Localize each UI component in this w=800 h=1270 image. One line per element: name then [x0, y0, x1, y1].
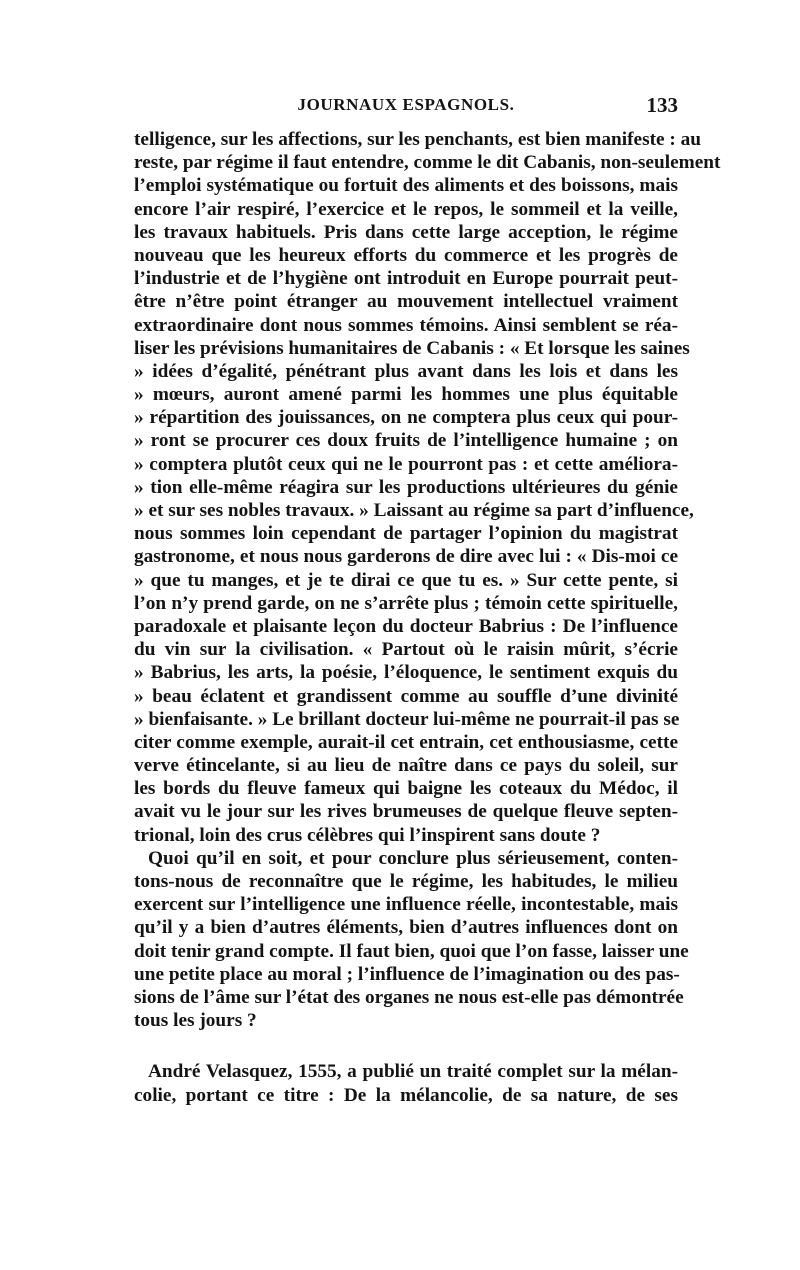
text-line: tons-nous de reconnaître que le régime, les habitudes, le milieu — [134, 871, 678, 892]
text-line: » mœurs, auront amené parmi les hommes une plus équitable — [134, 384, 678, 406]
text-line: les bords du fleuve fameux qui baigne les coteaux du Médoc, il — [134, 778, 678, 800]
text-line: encore l’air respiré, l’exercice et le repos, le sommeil et la veille, — [134, 198, 678, 220]
body-text — [134, 128, 721, 1107]
text-line: » idées d’égalité, pénétrant plus avant dans les lois et dans les — [134, 360, 678, 382]
text-line: liser les prévisions humanitaires de Cabanis : « Et lorsque les saines — [134, 337, 690, 359]
text-line: paradoxale et plaisante leçon du docteur Babrius : De l’influence — [134, 615, 678, 637]
text-line: qu’il y a bien d’autres éléments, bien d’autres influences dont on — [134, 917, 678, 939]
running-head: JOURNAUX ESPAGNOLS. — [297, 95, 515, 114]
text-line: être n’être point étranger au mouvement intellectuel vraiment — [134, 291, 678, 313]
text-line: l’on n’y prend garde, on ne s’arrête plus ; témoin cette spirituelle, — [134, 592, 678, 614]
text-line: citer comme exemple, aurait-il cet entrain, cet enthousiasme, cette — [134, 731, 678, 753]
text-line: » répartition des jouissances, on ne comptera plus ceux qui pour- — [134, 407, 678, 429]
text-line: extraordinaire dont nous sommes témoins. Ainsi semblent se réa- — [134, 314, 678, 336]
text-line: reste, par régime il faut entendre, comme le dit Cabanis, non-seulement — [134, 152, 721, 174]
text-line: » tion elle-même réagira sur les productions ultérieures du génie — [134, 476, 678, 498]
text-line: du vin sur la civilisation. « Partout où le raisin mûrit, s’écrie — [134, 639, 678, 661]
text-line: telligence, sur les affections, sur les penchants, est bien manifeste : au — [134, 129, 701, 150]
text-line: tous les jours ? — [134, 1010, 257, 1032]
text-line: l’emploi systématique ou fortuit des aliments et des boissons, mais — [134, 175, 678, 197]
text-line: doit tenir grand compte. Il faut bien, quoi que l’on fasse, laisser une — [134, 940, 689, 962]
text-line: nouveau que les heureux efforts du commerce et les progrès de — [134, 244, 678, 266]
text-line: les travaux habituels. Pris dans cette large acception, le régime — [134, 221, 678, 243]
text-line: une petite place au moral ; l’influence de l’imagination ou des pas- — [134, 963, 680, 985]
page-number: 133 — [646, 93, 678, 117]
text-line: » Babrius, les arts, la poésie, l’éloquence, le sentiment exquis du — [134, 662, 678, 684]
text-line: sions de l’âme sur l’état des organes ne nous est-elle pas démontrée — [134, 986, 684, 1008]
page-header — [134, 92, 678, 118]
text-line: nous sommes loin cependant de partager l’opinion du magistrat — [134, 523, 678, 545]
text-line: colie, portant ce titre : De la mélancolie, de sa nature, de ses — [134, 1084, 678, 1106]
text-line: » beau éclatent et grandissent comme au souffle d’une divinité — [134, 685, 678, 707]
text-line: » que tu manges, et je te dirai ce que tu es. » Sur cette pente, si — [134, 569, 678, 591]
text-line: » bienfaisante. » Le brillant docteur lui-même ne pourrait-il pas se — [134, 708, 680, 730]
text-line: » et sur ses nobles travaux. » Laissant au régime sa part d’influence, — [134, 500, 694, 521]
text-line: » ront se procurer ces doux fruits de l’intelligence humaine ; on — [134, 430, 678, 452]
text-line: gastronome, et nous nous garderons de dire avec lui : « Dis-moi ce — [134, 546, 678, 568]
text-line: » comptera plutôt ceux qui ne le pourront pas : et cette améliora- — [134, 453, 678, 475]
text-line: verve étincelante, si au lieu de naître dans ce pays du soleil, sur — [134, 755, 678, 777]
text-line: avait vu le jour sur les rives brumeuses de quelque fleuve septen- — [134, 801, 678, 823]
text-line: Quoi qu’il en soit, et pour conclure plus sérieusement, conten- — [148, 847, 678, 869]
text-line: exercent sur l’intelligence une influence réelle, incontestable, mais — [134, 894, 678, 916]
text-line: André Velasquez, 1555, a publié un traité complet sur la mélan- — [148, 1061, 678, 1083]
text-line: l’industrie et de l’hygiène ont introduit en Europe pourrait peut- — [134, 268, 678, 290]
text-line: trional, loin des crus célèbres qui l’inspirent sans doute ? — [134, 824, 601, 846]
